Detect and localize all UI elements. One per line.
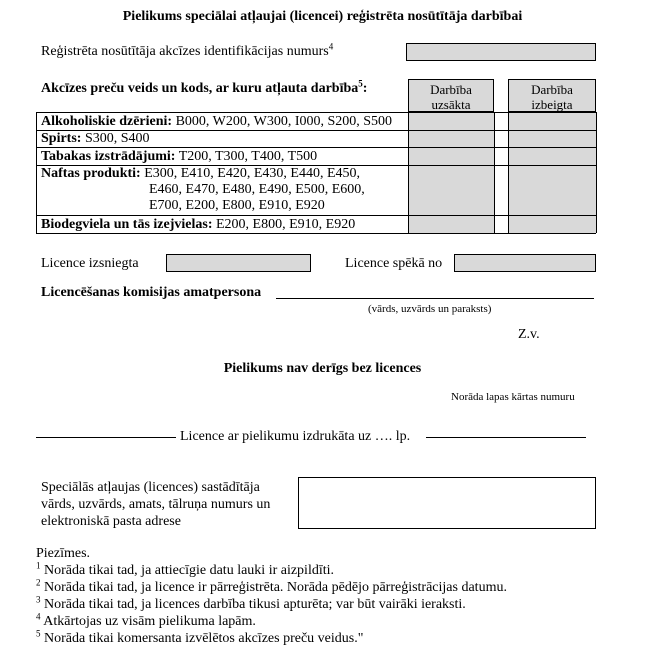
page-title: Pielikums speciālai atļaujai (licencei) reģistrēta nosūtītāja darbībai bbox=[122, 9, 523, 24]
table-divider bbox=[36, 112, 596, 113]
page-number-line-left[interactable] bbox=[36, 437, 176, 438]
commission-label: Licencēšanas komisijas amatpersona bbox=[41, 285, 262, 300]
note-item: $^3$ Norāda tikai tad, ja licences darbība tikusi apturēta; var būt vairāki ieraksti. bbox=[36, 594, 466, 612]
table-divider bbox=[494, 112, 495, 233]
licence-issued-label: Licence izsniegta bbox=[41, 256, 139, 271]
table-divider bbox=[36, 233, 596, 234]
column-activity-stopped: Darbība izbeigta bbox=[508, 79, 596, 112]
compiler-field[interactable] bbox=[298, 477, 596, 529]
printed-pages-text: Licence ar pielikumu izdrukāta uz …. lp. bbox=[180, 429, 411, 444]
note-item: $^5$ Norāda tikai komersanta izvēlētos akcīzes preču veidus." bbox=[36, 628, 364, 646]
notes-heading: Piezīmes. bbox=[36, 546, 91, 561]
table-divider bbox=[36, 147, 596, 148]
validity-note: Pielikums nav derīgs bez licences bbox=[223, 361, 422, 376]
licence-valid-field[interactable] bbox=[454, 254, 596, 272]
page-number-line-right[interactable] bbox=[426, 437, 586, 438]
excise-id-field[interactable] bbox=[406, 43, 596, 61]
seal-label: Z.v. bbox=[518, 327, 540, 342]
table-divider bbox=[596, 112, 597, 233]
excise-id-label: Reģistrēta nosūtītāja akcīzes identifikācijas numurs$^4$ bbox=[41, 41, 334, 59]
goods-table-heading: Akcīzes preču veids un kods, ar kuru atļauta darbība$^5$: bbox=[41, 78, 368, 96]
note-item: $^4$ Atkārtojas uz visām pielikuma lapām. bbox=[36, 611, 256, 629]
table-divider bbox=[36, 215, 596, 216]
signature-line[interactable] bbox=[276, 298, 594, 299]
page-order-note: Norāda lapas kārtas numuru bbox=[451, 391, 575, 403]
note-item: $^1$ Norāda tikai tad, ja attiecīgie datu lauki ir aizpildīti. bbox=[36, 560, 335, 578]
table-row: Alkoholiskie dzērieni: B000, W200, W300, I000, S200, S500 bbox=[41, 114, 393, 129]
table-row: Biodegviela un tās izejvielas: E200, E800, E910, E920 bbox=[41, 217, 356, 232]
table-divider bbox=[408, 112, 409, 233]
table-divider bbox=[508, 112, 509, 233]
compiler-label: Speciālās atļaujas (licences) sastādītāja vārds, uzvārds, amats, tālruņa numurs un elektroniskā pasta adrese bbox=[41, 480, 271, 529]
table-row: Naftas produkti: E300, E410, E420, E430, E440, E450, E460, E470, E480, E490, E500, E600, E700, E200, E800, E910, E920 bbox=[41, 166, 365, 213]
licence-valid-label: Licence spēkā no bbox=[345, 256, 443, 271]
table-divider bbox=[36, 112, 37, 233]
signature-hint: (vārds, uzvārds un paraksts) bbox=[368, 303, 492, 315]
table-row: Tabakas izstrādājumi: T200, T300, T400, T500 bbox=[41, 149, 318, 164]
note-item: $^2$ Norāda tikai tad, ja licence ir pārreģistrēta. Norāda pēdējo pārreģistrācijas datumu. bbox=[36, 577, 507, 595]
column-activity-started: Darbība uzsākta bbox=[408, 79, 494, 112]
licence-issued-field[interactable] bbox=[166, 254, 311, 272]
table-row: Spirts: S300, S400 bbox=[41, 131, 150, 146]
